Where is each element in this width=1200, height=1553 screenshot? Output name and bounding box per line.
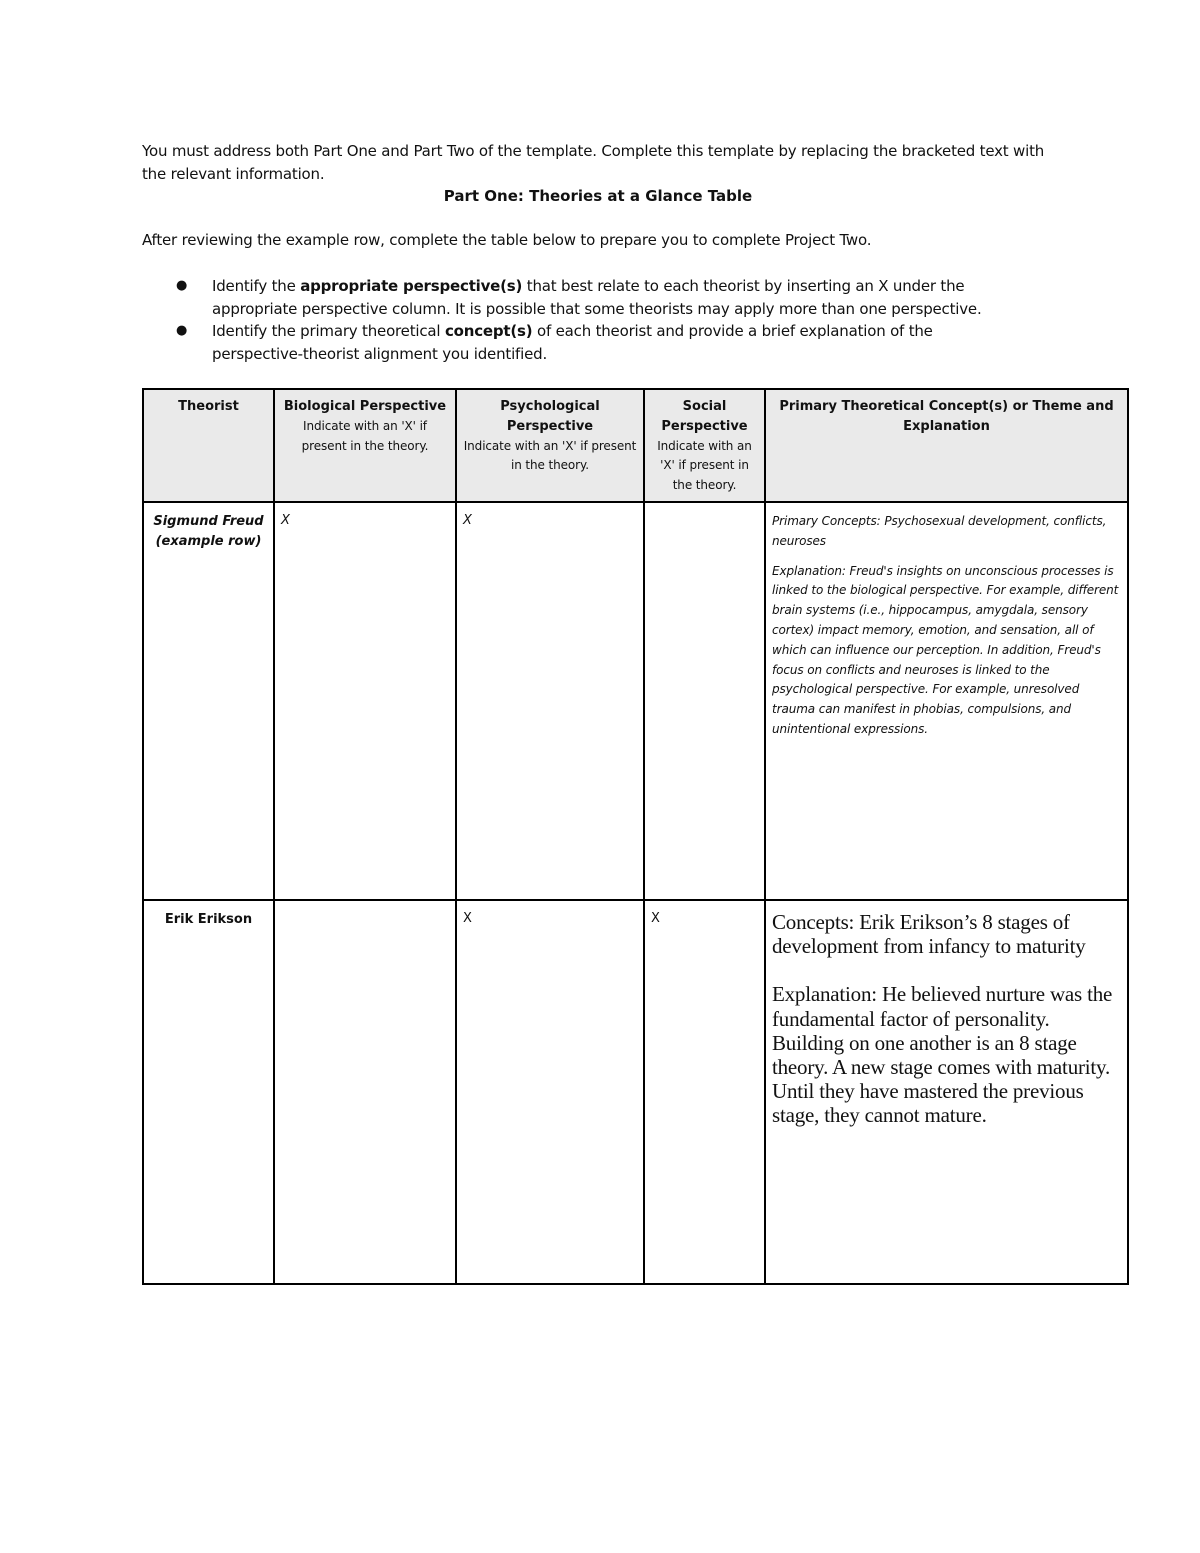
- header-psychological: Psychological Perspective Indicate with an 'X' if present in the theory.: [456, 389, 644, 502]
- theories-table: [142, 388, 1129, 1285]
- header-social: Social Perspective Indicate with an 'X' if present in the theory.: [644, 389, 765, 502]
- bullet-bold-text: appropriate perspective(s): [300, 277, 523, 295]
- concepts-cell[interactable]: [765, 502, 1128, 900]
- explanation-text: Explanation: He believed nurture was the fundamental factor of personality. Building on one another is an 8 stage theory. A new stage comes with maturity. Until they have mastered the previous stage, they cannot mature.: [772, 982, 1113, 1128]
- table-row: [143, 502, 1128, 900]
- table-row: [143, 900, 1128, 1284]
- header-biological: Biological Perspective Indicate with an 'X' if present in the theory.: [274, 389, 456, 502]
- intro-paragraph: You must address both Part One and Part Two of the template. Complete this template by replacing the bracketed text with the relevant information.: [142, 142, 1045, 183]
- social-cell[interactable]: [644, 502, 765, 900]
- social-cell[interactable]: X: [644, 900, 765, 1284]
- bullet-text: that best relate to each theorist by inserting an X under the appropriate perspective column. It is possible that some theorists may apply more than one perspective.: [212, 277, 982, 318]
- instructions-paragraph: After reviewing the example row, complete the table below to prepare you to complete Project Two.: [142, 231, 872, 249]
- bullet-text: of each theorist and provide a brief explanation of the perspective-theorist alignment you identified.: [212, 322, 933, 363]
- explanation-text: Explanation: Freud's insights on unconscious processes is linked to the biological perspective. For example, different brain systems (i.e., hippocampus, amygdala, sensory cortex) impact memory, emotion, and sensation, all of which can influence our perception. In addition, Freud's focus on conflicts and neuroses is linked to the psychological perspective. For example, unresolved trauma can manifest in phobias, compulsions, and unintentional expressions.: [772, 563, 1119, 736]
- psychological-cell[interactable]: X: [456, 502, 644, 900]
- list-item: [142, 320, 1022, 365]
- biological-cell[interactable]: X: [274, 502, 456, 900]
- bullet-text: Identify the: [212, 277, 301, 295]
- theorist-cell[interactable]: Erik Erikson: [143, 900, 274, 1284]
- bullet-bold-text: concept(s): [444, 322, 533, 340]
- header-theorist: Theorist: [143, 389, 274, 502]
- concepts-text: Concepts: Erik Erikson’s 8 stages of development from infancy to maturity: [772, 909, 1086, 959]
- concepts-text: Primary Concepts: Psychosexual development, conflicts, neuroses: [772, 513, 1107, 548]
- table-header-row: [143, 389, 1128, 502]
- section-title: Part One: Theories at a Glance Table: [443, 187, 753, 205]
- header-concepts: Primary Theoretical Concept(s) or Theme and Explanation: [765, 389, 1128, 502]
- instruction-list: [142, 275, 1022, 365]
- psychological-cell[interactable]: X: [456, 900, 644, 1284]
- concepts-cell[interactable]: [765, 900, 1128, 1284]
- theorist-cell[interactable]: Sigmund Freud (example row): [143, 502, 274, 900]
- bullet-text: Identify the primary theoretical: [212, 322, 445, 340]
- bullet-icon: ●: [176, 323, 188, 338]
- bullet-icon: ●: [176, 278, 188, 293]
- biological-cell[interactable]: [274, 900, 456, 1284]
- list-item: [142, 275, 1022, 320]
